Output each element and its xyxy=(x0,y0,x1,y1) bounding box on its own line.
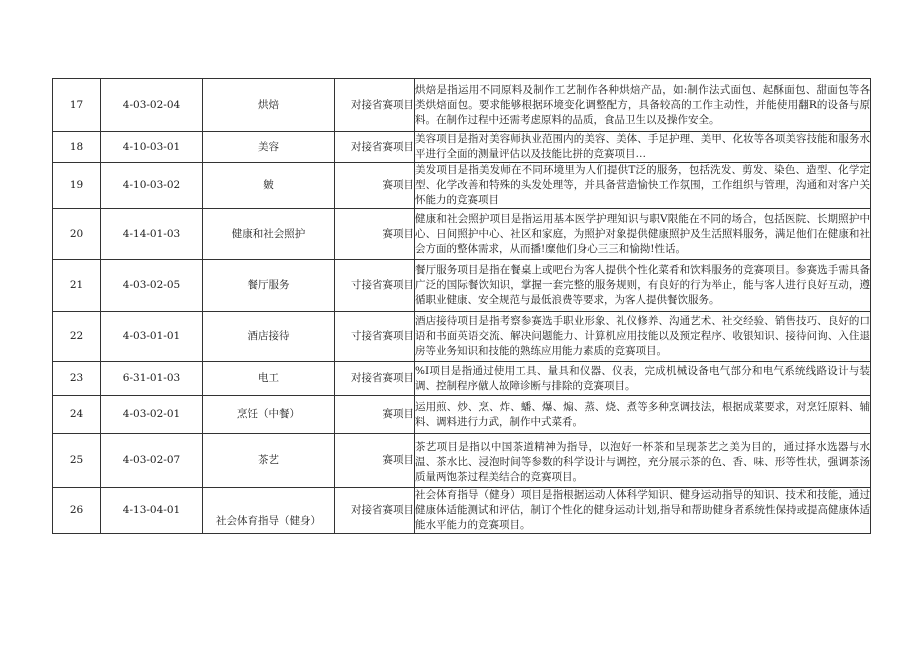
item-name: 皴 xyxy=(203,163,335,209)
item-type: 对接省赛项目 xyxy=(335,132,415,163)
item-type: 赛项目 xyxy=(335,163,415,209)
row-number: 19 xyxy=(53,163,101,209)
row-number: 20 xyxy=(53,209,101,260)
item-description: 运用煎、炒、烹、炸、蟠、爆、煽、蒸、烧、煮等多种烹调技法，根据成菜要求，对烹饪原料、辅料、调料进行力武，制作中式菜肴。 xyxy=(415,396,871,434)
row-number: 21 xyxy=(53,260,101,312)
item-name: 酒店接待 xyxy=(203,312,335,362)
item-type: 对接省赛项目 xyxy=(335,362,415,396)
table-row xyxy=(53,434,871,488)
occupation-code: 4-14-01-03 xyxy=(101,209,203,260)
item-description: 美发项目是指美发师在不同环境里为人们提供T泛的服务，包括洗发、剪发、染色、造型、化学定型、化学改善和特殊的头发处理等，并具备营造愉快工作氛围，工作组织与管理，沟通和对客户关怀能力的竞赛项目 xyxy=(415,163,871,209)
item-description: 健康和社会照护项目是指运用基本医学护理知识与职V限能在不同的场合，包括医院、长期照护中心、日间照护中心、社区和家庭，为照护对象提供健康照护及生活照料服务，满足他们在健康和社会方面的整体需求，从而播!糜他们身心三三和愉拗!性话。 xyxy=(415,209,871,260)
row-number: 22 xyxy=(53,312,101,362)
occupation-code: 4-13-04-01 xyxy=(101,488,203,534)
item-name: 电工 xyxy=(203,362,335,396)
item-name: 烘焙 xyxy=(203,79,335,132)
table-row xyxy=(53,362,871,396)
occupation-code: 4-03-02-04 xyxy=(101,79,203,132)
item-name: 茶艺 xyxy=(203,434,335,488)
occupation-code: 4-03-01-01 xyxy=(101,312,203,362)
occupation-code: 4-10-03-02 xyxy=(101,163,203,209)
item-type: 对接省赛项目 xyxy=(335,488,415,534)
row-number: 17 xyxy=(53,79,101,132)
occupation-code: 4-03-02-07 xyxy=(101,434,203,488)
item-type: 对接省赛项目 xyxy=(335,79,415,132)
row-number: 26 xyxy=(53,488,101,534)
occupation-code: 4-10-03-01 xyxy=(101,132,203,163)
table-row xyxy=(53,312,871,362)
item-name: 烹饪（中餐） xyxy=(203,396,335,434)
table-row xyxy=(53,163,871,209)
item-description: 酒店接待项目是指考察参赛选手职业形象、礼仪修养、沟通艺术、社交经验、销售技巧、良好的口语和书面英语交流、解决问题能力、计算机应用技能以及预定程序、收银知识、接待问询、入住退房等业务知识和技能的熟练应用能力素质的竞赛项目。 xyxy=(415,312,871,362)
row-number: 25 xyxy=(53,434,101,488)
item-name: 美容 xyxy=(203,132,335,163)
occupation-code: 6-31-01-03 xyxy=(101,362,203,396)
item-type: 赛项目 xyxy=(335,396,415,434)
row-number: 24 xyxy=(53,396,101,434)
table-row xyxy=(53,132,871,163)
item-description: 美容项目是指对美容师执业范围内的美容、美体、手足护理、美甲、化妆等各项美容技能和服务水平进行全面的测量评估以及技能比拼的竞赛项目… xyxy=(415,132,871,163)
item-description: 烘焙是指运用不同原料及制作工艺制作各种烘焙产品，如:制作法式面包、起酥面包、甜面包等各类烘焙面包。要求能够根据环境变化调整配方，具备较高的工作主动性，并能使用翻R的设备与原料。在制作过程中还需考虑原料的品质，食品卫生以及操作安全。 xyxy=(415,79,871,132)
table-row xyxy=(53,396,871,434)
row-number: 23 xyxy=(53,362,101,396)
table-row xyxy=(53,488,871,534)
occupation-code: 4-03-02-01 xyxy=(101,396,203,434)
item-description: %I项目是指通过使用工具、量具和仪器、仪表，完成机械设备电气部分和电气系统线路设计与装调、控制程序僦人故障诊断与排除的竞赛项目。 xyxy=(415,362,871,396)
table-row xyxy=(53,79,871,132)
item-description: 餐厅服务项目是指在餐桌上或吧台为客人提供个性化菜肴和饮料服务的竞赛项目。参赛选手需具备广泛的国际餐饮知识，掌握一套完整的服务规则，有良好的行为举止，能与客人进行良好互动，遵循职业健康、安全规范与最低浪费等要求，为客人提供餐饮服务。 xyxy=(415,260,871,312)
item-name: 餐厅服务 xyxy=(203,260,335,312)
table-row xyxy=(53,209,871,260)
row-number: 18 xyxy=(53,132,101,163)
table-row xyxy=(53,260,871,312)
occupation-code: 4-03-02-05 xyxy=(101,260,203,312)
competition-items-table xyxy=(52,78,871,534)
item-description: 茶艺项目是指以中国茶道精神为指导，以泡好一杯茶和呈现茶艺之美为目的，通过择水选器与水温、茶水比、浸泡时间等参数的科学设计与调控，充分展示茶的色、香、味、形等性状，强调茶汤质量两饱茶过程美结合的竞赛项目。 xyxy=(415,434,871,488)
item-name: 健康和社会照护 xyxy=(203,209,335,260)
item-name: 社会体育指导（健身） xyxy=(203,488,335,534)
item-type: 赛项目 xyxy=(335,209,415,260)
item-type: 寸接省赛项目 xyxy=(335,312,415,362)
item-type: 寸接省赛项目 xyxy=(335,260,415,312)
item-type: 赛项目 xyxy=(335,434,415,488)
item-description: 社会体育指导（健身）项目是指根据运动人体科学知识、健身运动指导的知识、技术和技能，通过健康体适能测试和评估，制订个性化的健身运动计划,指导和帮助健身者系统性保持或提高健康体适能水平能力的竞赛项目。 xyxy=(415,488,871,534)
